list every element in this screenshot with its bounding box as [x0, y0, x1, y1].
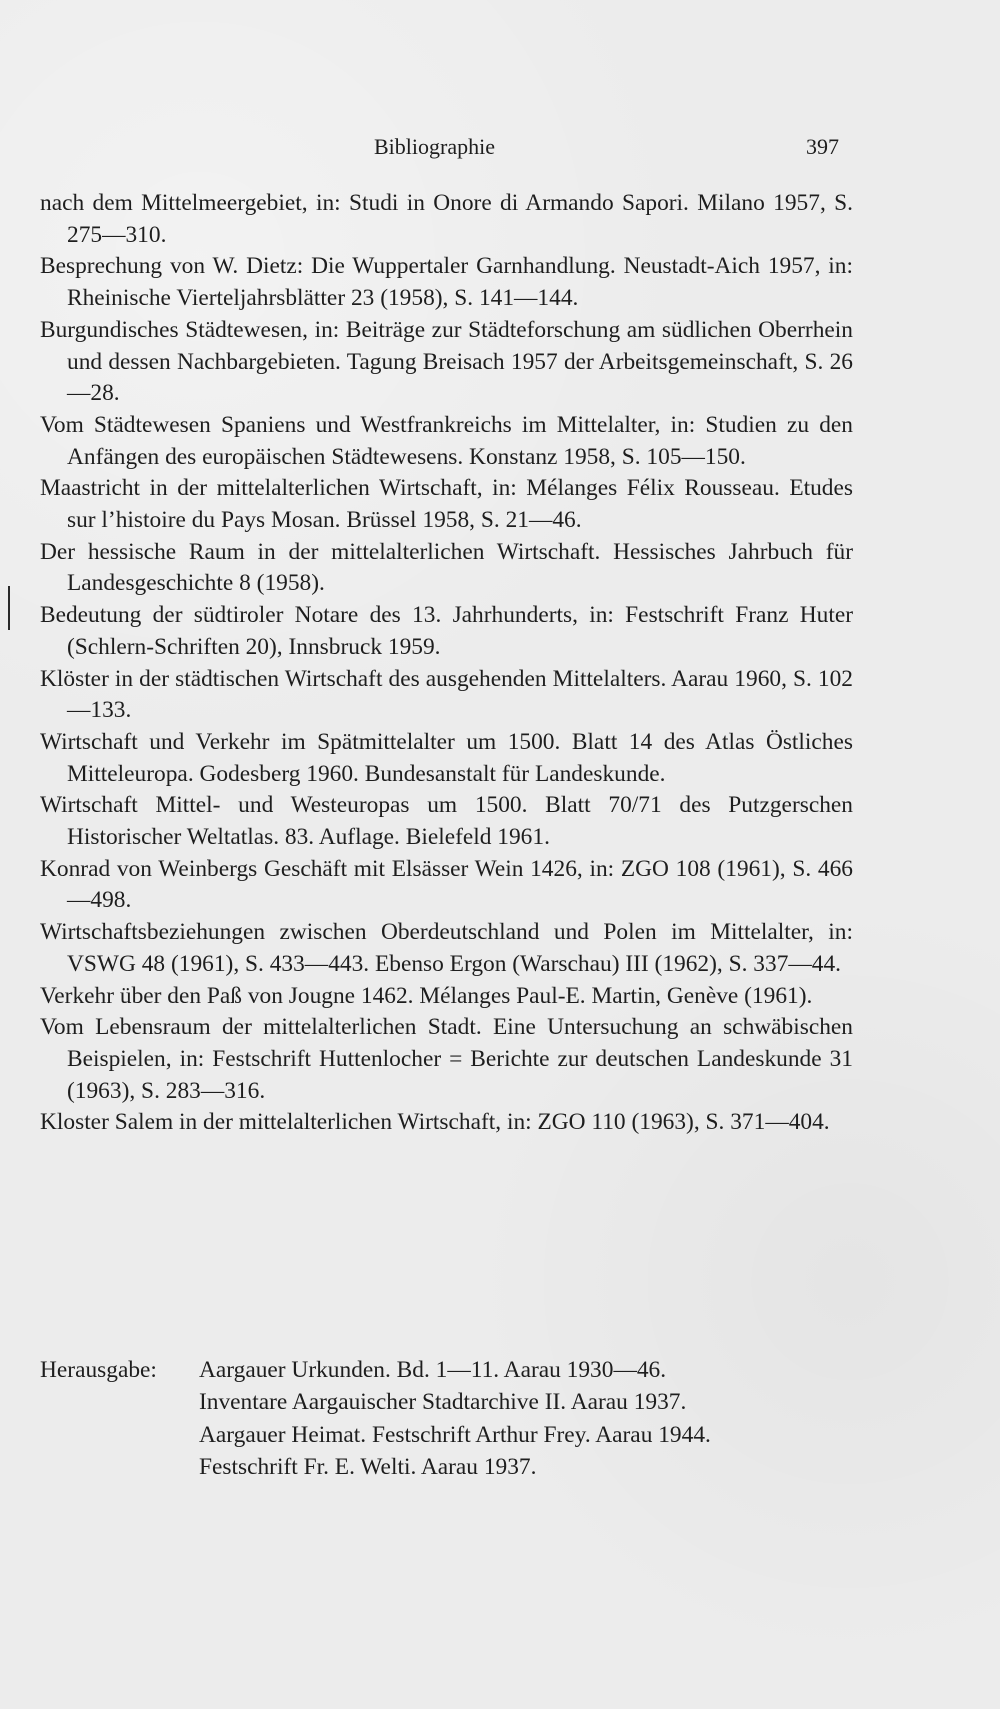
running-title: Bibliographie: [374, 134, 495, 159]
bibliography-entry: Wirtschaft und Verkehr im Spätmittelalter um 1500. Blatt 14 des Atlas Östliches Mitteleuropa. Godesberg 1960. Bundesanstalt für Landeskunde.: [40, 728, 853, 787]
bibliography-entry: Wirtschaftsbeziehungen zwischen Oberdeutschland und Polen im Mittelalter, in: VSWG 48 (1961), S. 433—443. Ebenso Ergon (Warschau) III (1962), S. 337—44.: [40, 919, 853, 977]
bibliography-entry: nach dem Mittelmeergebiet, in: Studi in Onore di Armando Sapori. Milano 1957, S. 275—310.: [40, 190, 853, 248]
editions-label: Herausgabe:: [40, 1357, 157, 1383]
page-header: [0, 130, 1000, 164]
bibliography-entry: Vom Städtewesen Spaniens und Westfrankreichs im Mittelalter, in: Studien zu den Anfängen des europäischen Städtewesens. Konstanz 1958, S. 105—150.: [40, 411, 853, 470]
editions-list: [199, 1354, 853, 1483]
edition-item: Aargauer Heimat. Festschrift Arthur Frey. Aarau 1944.: [199, 1421, 711, 1448]
bibliography-entry: Maastricht in der mittelalterlichen Wirtschaft, in: Mélanges Félix Rousseau. Etudes sur l’histoire du Pays Mosan. Brüssel 1958, S. 21—46.: [40, 475, 853, 534]
margin-line-mark: [8, 586, 10, 630]
bibliography-list: [40, 188, 853, 1139]
edition-item: Inventare Aargauischer Stadtarchive II. Aarau 1937.: [199, 1389, 687, 1416]
edition-item: Festschrift Fr. E. Welti. Aarau 1937.: [199, 1453, 537, 1480]
bibliography-entry: Kloster Salem in der mittelalterlichen Wirtschaft, in: ZGO 110 (1963), S. 371—404.: [40, 1109, 830, 1136]
page-number: 397: [806, 134, 839, 159]
bibliography-entry: Der hessische Raum in der mittelalterlichen Wirtschaft. Hessisches Jahrbuch für Landesgeschichte 8 (1958).: [40, 538, 853, 597]
bibliography-entry: Konrad von Weinbergs Geschäft mit Elsässer Wein 1426, in: ZGO 108 (1961), S. 466—498.: [40, 855, 853, 914]
bibliography-entry: Verkehr über den Paß von Jougne 1462. Mélanges Paul-E. Martin, Genève (1961).: [40, 982, 813, 1009]
bibliography-entry: Besprechung von W. Dietz: Die Wuppertaler Garnhandlung. Neustadt-Aich 1957, in: Rheinische Vierteljahrsblätter 23 (1958), S. 141—144.: [40, 253, 853, 312]
bibliography-entry: Bedeutung der südtiroler Notare des 13. Jahrhunderts, in: Festschrift Franz Huter (Schlern-Schriften 20), Innsbruck 1959.: [40, 602, 853, 660]
bibliography-entry: Burgundisches Städtewesen, in: Beiträge zur Städteforschung am südlichen Oberrhein und dessen Nachbargebieten. Tagung Breisach 1957 der Arbeitsgemeinschaft, S. 26—28.: [40, 316, 853, 407]
bibliography-entry: Wirtschaft Mittel- und Westeuropas um 1500. Blatt 70/71 des Putzgerschen Historischer Weltatlas. 83. Auflage. Bielefeld 1961.: [40, 792, 853, 851]
bibliography-entry: Vom Lebensraum der mittelalterlichen Stadt. Eine Untersuchung an schwäbischen Beispielen, in: Festschrift Huttenlocher = Berichte zur deutschen Landeskunde 31 (1963), S. 283—316.: [40, 1014, 853, 1104]
edition-item: Aargauer Urkunden. Bd. 1—11. Aarau 1930—46.: [199, 1357, 667, 1383]
bibliography-entry: Klöster in der städtischen Wirtschaft des ausgehenden Mittelalters. Aarau 1960, S. 102—133.: [40, 665, 853, 724]
